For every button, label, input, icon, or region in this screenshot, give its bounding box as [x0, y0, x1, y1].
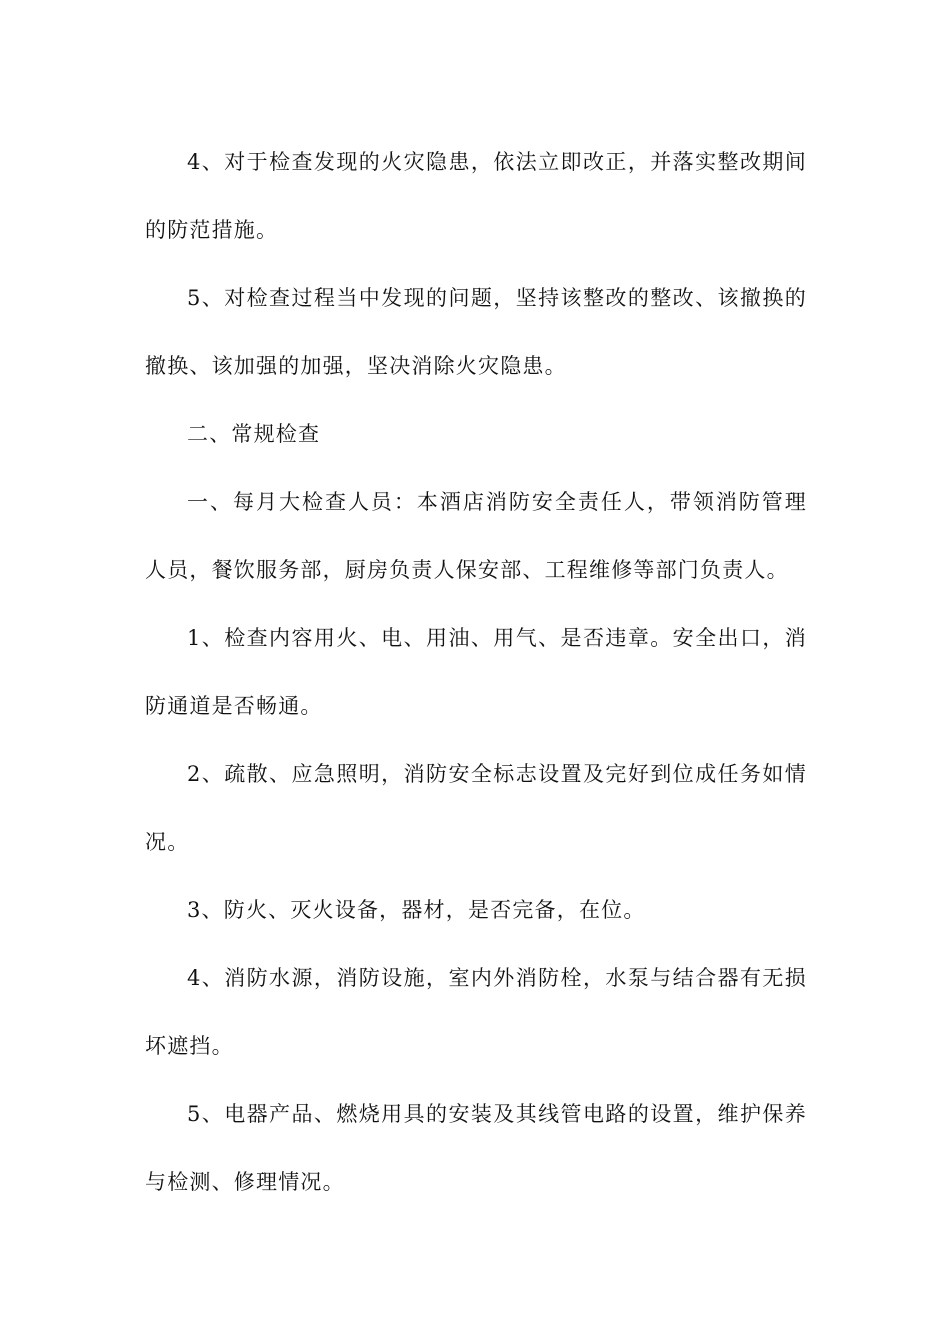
- document-body: [145, 128, 807, 1216]
- paragraph-monthly-inspection-staff: 一、每月大检查人员：本酒店消防安全责任人，带领消防管理人员，餐饮服务部，厨房负责人保安部、工程维修等部门负责人。: [145, 490, 807, 582]
- section-heading-routine-inspection: 二、常规检查: [187, 422, 321, 446]
- paragraph-firefighting-equipment: 3、防火、灭火设备，器材，是否完备，在位。: [187, 898, 646, 922]
- paragraph-rectification-measures: 4、对于检查发现的火灾隐患，依法立即改正，并落实整改期间的防范措施。: [145, 150, 807, 242]
- paragraph-inspection-content: 1、检查内容用火、电、用油、用气、是否违章。安全出口，消防通道是否畅通。: [145, 626, 807, 718]
- paragraph-problem-handling: 5、对检查过程当中发现的问题，坚持该整改的整改、该撤换的撤换、该加强的加强，坚决消除火灾隐患。: [145, 286, 807, 378]
- paragraph-electrical-products: 5、电器产品、燃烧用具的安装及其线管电路的设置，维护保养与检测、修理情况。: [145, 1102, 807, 1194]
- paragraph-evacuation-lighting: 2、疏散、应急照明，消防安全标志设置及完好到位成任务如情况。: [145, 762, 807, 854]
- paragraph-water-source: 4、消防水源，消防设施，室内外消防栓，水泵与结合器有无损坏遮挡。: [145, 966, 807, 1058]
